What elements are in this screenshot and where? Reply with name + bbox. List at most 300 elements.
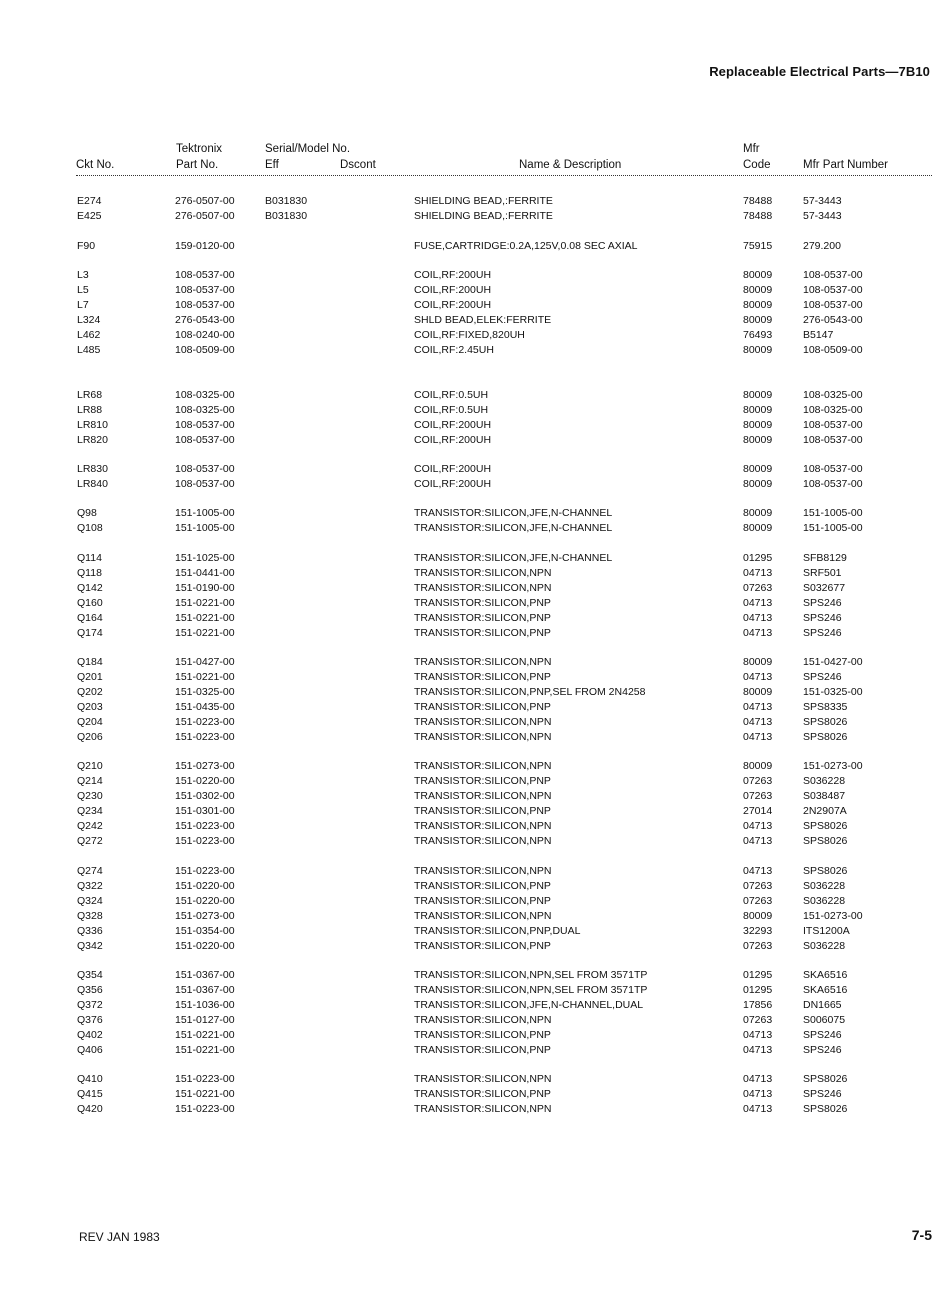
- circuit-number: Q242: [77, 820, 103, 832]
- manufacturer-part-number: 279.200: [803, 240, 841, 252]
- header-eff: Eff: [265, 159, 279, 171]
- revision-date: REV JAN 1983: [79, 1230, 160, 1244]
- table-row: [0, 209, 950, 223]
- manufacturer-part-number: SKA6516: [803, 969, 848, 981]
- part-description: TRANSISTOR:SILICON,NPN: [414, 567, 552, 579]
- part-description: TRANSISTOR:SILICON,NPN: [414, 716, 552, 728]
- tektronix-part-number: 151-0221-00: [175, 1029, 235, 1041]
- manufacturer-part-number: SPS8335: [803, 701, 848, 713]
- manufacturer-code: 04713: [743, 1103, 773, 1115]
- header-serial-model: Serial/Model No.: [265, 143, 351, 155]
- tektronix-part-number: 108-0537-00: [175, 284, 235, 296]
- manufacturer-part-number: SPS8026: [803, 731, 848, 743]
- manufacturer-code: 78488: [743, 195, 773, 207]
- tektronix-part-number: 151-0220-00: [175, 895, 235, 907]
- manufacturer-part-number: 151-0273-00: [803, 760, 863, 772]
- manufacturer-code: 80009: [743, 686, 773, 698]
- manufacturer-code: 07263: [743, 790, 773, 802]
- manufacturer-part-number: SKA6516: [803, 984, 848, 996]
- table-row: [0, 1087, 950, 1101]
- manufacturer-code: 17856: [743, 999, 773, 1011]
- manufacturer-part-number: 2N2907A: [803, 805, 847, 817]
- manufacturer-part-number: 108-0537-00: [803, 419, 863, 431]
- table-row: [0, 685, 950, 699]
- circuit-number: Q230: [77, 790, 103, 802]
- table-row: [0, 477, 950, 491]
- manufacturer-part-number: SPS246: [803, 1029, 842, 1041]
- column-headers: [0, 140, 950, 176]
- tektronix-part-number: 151-0367-00: [175, 969, 235, 981]
- manufacturer-part-number: SPS246: [803, 671, 842, 683]
- table-row: [0, 1043, 950, 1057]
- manufacturer-code: 04713: [743, 1073, 773, 1085]
- tektronix-part-number: 151-0441-00: [175, 567, 235, 579]
- manufacturer-code: 07263: [743, 940, 773, 952]
- circuit-number: E425: [77, 210, 102, 222]
- table-row: [0, 789, 950, 803]
- manufacturer-part-number: 151-1005-00: [803, 522, 863, 534]
- tektronix-part-number: 151-0220-00: [175, 775, 235, 787]
- manufacturer-code: 04713: [743, 820, 773, 832]
- manufacturer-part-number: SPS246: [803, 597, 842, 609]
- table-row: [0, 298, 950, 312]
- manufacturer-code: 80009: [743, 389, 773, 401]
- part-description: TRANSISTOR:SILICON,PNP,DUAL: [414, 925, 581, 937]
- circuit-number: LR68: [77, 389, 103, 401]
- part-description: TRANSISTOR:SILICON,JFE,N-CHANNEL: [414, 552, 613, 564]
- circuit-number: Q184: [77, 656, 103, 668]
- part-description: TRANSISTOR:SILICON,PNP: [414, 1088, 551, 1100]
- manufacturer-code: 07263: [743, 775, 773, 787]
- manufacturer-part-number: S036228: [803, 880, 846, 892]
- tektronix-part-number: 151-0221-00: [175, 1088, 235, 1100]
- manufacturer-code: 01295: [743, 984, 773, 996]
- circuit-number: Q234: [77, 805, 103, 817]
- table-row: [0, 239, 950, 253]
- table-row: [0, 998, 950, 1012]
- table-row: [0, 418, 950, 432]
- part-description: TRANSISTOR:SILICON,PNP: [414, 1029, 551, 1041]
- part-description: COIL,RF:200UH: [414, 284, 492, 296]
- manufacturer-part-number: S038487: [803, 790, 846, 802]
- tektronix-part-number: 108-0537-00: [175, 434, 235, 446]
- circuit-number: L7: [77, 299, 89, 311]
- part-description: COIL,RF:200UH: [414, 463, 492, 475]
- part-description: TRANSISTOR:SILICON,JFE,N-CHANNEL,DUAL: [414, 999, 644, 1011]
- table-row: [0, 819, 950, 833]
- table-row: [0, 1028, 950, 1042]
- manufacturer-code: 80009: [743, 910, 773, 922]
- circuit-number: Q356: [77, 984, 103, 996]
- header-dscont: Dscont: [340, 159, 376, 171]
- circuit-number: Q206: [77, 731, 103, 743]
- manufacturer-part-number: 108-0509-00: [803, 344, 863, 356]
- serial-effective: B031830: [265, 210, 308, 222]
- circuit-number: L324: [77, 314, 101, 326]
- part-description: TRANSISTOR:SILICON,NPN: [414, 820, 552, 832]
- circuit-number: Q203: [77, 701, 103, 713]
- circuit-number: Q142: [77, 582, 103, 594]
- serial-effective: B031830: [265, 195, 308, 207]
- manufacturer-code: 80009: [743, 269, 773, 281]
- circuit-number: F90: [77, 240, 96, 252]
- tektronix-part-number: 151-0223-00: [175, 820, 235, 832]
- manufacturer-code: 80009: [743, 299, 773, 311]
- part-description: COIL,RF:200UH: [414, 299, 492, 311]
- tektronix-part-number: 151-0127-00: [175, 1014, 235, 1026]
- tektronix-part-number: 151-0223-00: [175, 716, 235, 728]
- circuit-number: Q174: [77, 627, 103, 639]
- manufacturer-code: 80009: [743, 314, 773, 326]
- manufacturer-code: 04713: [743, 1088, 773, 1100]
- header-tektronix: Tektronix: [176, 143, 223, 155]
- part-description: TRANSISTOR:SILICON,PNP: [414, 627, 551, 639]
- manufacturer-code: 80009: [743, 656, 773, 668]
- table-row: [0, 506, 950, 520]
- table-row: [0, 611, 950, 625]
- tektronix-part-number: 151-0223-00: [175, 731, 235, 743]
- tektronix-part-number: 151-0220-00: [175, 880, 235, 892]
- part-description: TRANSISTOR:SILICON,JFE,N-CHANNEL: [414, 522, 613, 534]
- circuit-number: Q342: [77, 940, 103, 952]
- manufacturer-code: 80009: [743, 284, 773, 296]
- manufacturer-code: 04713: [743, 612, 773, 624]
- header-divider: [76, 175, 932, 176]
- manufacturer-part-number: 57-3443: [803, 210, 842, 222]
- manufacturer-part-number: SPS246: [803, 612, 842, 624]
- part-description: TRANSISTOR:SILICON,PNP: [414, 701, 551, 713]
- table-row: [0, 1013, 950, 1027]
- circuit-number: Q202: [77, 686, 103, 698]
- header-code: Code: [743, 159, 771, 171]
- part-description: TRANSISTOR:SILICON,PNP: [414, 880, 551, 892]
- table-row: [0, 670, 950, 684]
- table-row: [0, 462, 950, 476]
- part-description: TRANSISTOR:SILICON,NPN: [414, 790, 552, 802]
- manufacturer-code: 80009: [743, 522, 773, 534]
- circuit-number: LR830: [77, 463, 108, 475]
- manufacturer-part-number: 57-3443: [803, 195, 842, 207]
- table-row: [0, 924, 950, 938]
- tektronix-part-number: 151-1036-00: [175, 999, 235, 1011]
- tektronix-part-number: 151-0221-00: [175, 627, 235, 639]
- table-row: [0, 730, 950, 744]
- tektronix-part-number: 108-0537-00: [175, 299, 235, 311]
- part-description: TRANSISTOR:SILICON,JFE,N-CHANNEL: [414, 507, 613, 519]
- manufacturer-part-number: S032677: [803, 582, 846, 594]
- manufacturer-part-number: S036228: [803, 940, 846, 952]
- circuit-number: Q164: [77, 612, 103, 624]
- manufacturer-part-number: SPS8026: [803, 1073, 848, 1085]
- manufacturer-code: 07263: [743, 1014, 773, 1026]
- part-description: TRANSISTOR:SILICON,PNP: [414, 671, 551, 683]
- header-ckt-no: Ckt No.: [76, 159, 115, 171]
- manufacturer-code: 80009: [743, 507, 773, 519]
- part-description: TRANSISTOR:SILICON,NPN: [414, 656, 552, 668]
- tektronix-part-number: 151-0273-00: [175, 760, 235, 772]
- tektronix-part-number: 108-0325-00: [175, 389, 235, 401]
- part-description: TRANSISTOR:SILICON,PNP: [414, 612, 551, 624]
- tektronix-part-number: 159-0120-00: [175, 240, 235, 252]
- tektronix-part-number: 108-0537-00: [175, 463, 235, 475]
- manufacturer-code: 80009: [743, 344, 773, 356]
- part-description: COIL,RF:200UH: [414, 269, 492, 281]
- part-description: COIL,RF:FIXED,820UH: [414, 329, 525, 341]
- manufacturer-part-number: 151-1005-00: [803, 507, 863, 519]
- part-description: TRANSISTOR:SILICON,PNP: [414, 597, 551, 609]
- circuit-number: Q114: [77, 552, 102, 564]
- manufacturer-code: 01295: [743, 969, 773, 981]
- manufacturer-part-number: B5147: [803, 329, 834, 341]
- part-description: SHIELDING BEAD,:FERRITE: [414, 210, 553, 222]
- part-description: TRANSISTOR:SILICON,NPN,SEL FROM 3571TP: [414, 984, 648, 996]
- tektronix-part-number: 108-0240-00: [175, 329, 235, 341]
- table-row: [0, 1102, 950, 1116]
- part-description: TRANSISTOR:SILICON,NPN: [414, 731, 552, 743]
- manufacturer-code: 04713: [743, 627, 773, 639]
- table-row: [0, 551, 950, 565]
- circuit-number: Q376: [77, 1014, 103, 1026]
- part-description: TRANSISTOR:SILICON,PNP,SEL FROM 2N4258: [414, 686, 646, 698]
- tektronix-part-number: 151-0367-00: [175, 984, 235, 996]
- manufacturer-part-number: SPS8026: [803, 820, 848, 832]
- manufacturer-code: 27014: [743, 805, 773, 817]
- tektronix-part-number: 151-0273-00: [175, 910, 235, 922]
- manufacturer-code: 80009: [743, 478, 773, 490]
- manufacturer-code: 80009: [743, 404, 773, 416]
- part-description: SHIELDING BEAD,:FERRITE: [414, 195, 553, 207]
- part-description: FUSE,CARTRIDGE:0.2A,125V,0.08 SEC AXIAL: [414, 240, 638, 252]
- circuit-number: Q204: [77, 716, 103, 728]
- table-row: [0, 626, 950, 640]
- circuit-number: L485: [77, 344, 101, 356]
- table-row: [0, 864, 950, 878]
- tektronix-part-number: 276-0507-00: [175, 195, 235, 207]
- circuit-number: Q402: [77, 1029, 103, 1041]
- manufacturer-part-number: 151-0427-00: [803, 656, 863, 668]
- part-description: COIL,RF:200UH: [414, 478, 492, 490]
- table-row: [0, 566, 950, 580]
- table-row: [0, 894, 950, 908]
- manufacturer-code: 04713: [743, 701, 773, 713]
- manufacturer-part-number: SFB8129: [803, 552, 847, 564]
- part-description: TRANSISTOR:SILICON,NPN,SEL FROM 3571TP: [414, 969, 648, 981]
- tektronix-part-number: 151-1005-00: [175, 522, 235, 534]
- part-description: COIL,RF:2.45UH: [414, 344, 494, 356]
- tektronix-part-number: 276-0543-00: [175, 314, 235, 326]
- part-description: TRANSISTOR:SILICON,NPN: [414, 910, 552, 922]
- manufacturer-part-number: 108-0325-00: [803, 404, 863, 416]
- tektronix-part-number: 151-0223-00: [175, 1073, 235, 1085]
- manufacturer-code: 04713: [743, 865, 773, 877]
- tektronix-part-number: 151-0354-00: [175, 925, 235, 937]
- part-description: TRANSISTOR:SILICON,PNP: [414, 940, 551, 952]
- tektronix-part-number: 151-0221-00: [175, 597, 235, 609]
- circuit-number: Q118: [77, 567, 102, 579]
- manufacturer-part-number: SPS8026: [803, 835, 848, 847]
- circuit-number: Q274: [77, 865, 103, 877]
- table-row: [0, 313, 950, 327]
- manufacturer-code: 78488: [743, 210, 773, 222]
- part-description: COIL,RF:0.5UH: [414, 404, 489, 416]
- manufacturer-code: 01295: [743, 552, 773, 564]
- manufacturer-part-number: S036228: [803, 775, 846, 787]
- circuit-number: E274: [77, 195, 102, 207]
- tektronix-part-number: 151-0190-00: [175, 582, 235, 594]
- table-row: [0, 283, 950, 297]
- manufacturer-code: 04713: [743, 716, 773, 728]
- manufacturer-part-number: SPS246: [803, 1044, 842, 1056]
- tektronix-part-number: 151-0427-00: [175, 656, 235, 668]
- tektronix-part-number: 151-0223-00: [175, 835, 235, 847]
- manufacturer-code: 04713: [743, 671, 773, 683]
- tektronix-part-number: 108-0509-00: [175, 344, 235, 356]
- manufacturer-part-number: ITS1200A: [803, 925, 850, 937]
- table-row: [0, 403, 950, 417]
- manufacturer-part-number: 151-0325-00: [803, 686, 863, 698]
- tektronix-part-number: 151-1025-00: [175, 552, 235, 564]
- manufacturer-part-number: 108-0325-00: [803, 389, 863, 401]
- circuit-number: Q324: [77, 895, 103, 907]
- table-row: [0, 521, 950, 535]
- manufacturer-part-number: S036228: [803, 895, 846, 907]
- tektronix-part-number: 151-0302-00: [175, 790, 235, 802]
- manufacturer-code: 04713: [743, 567, 773, 579]
- circuit-number: Q328: [77, 910, 103, 922]
- page-title: Replaceable Electrical Parts—7B10: [709, 64, 930, 79]
- manufacturer-part-number: 108-0537-00: [803, 299, 863, 311]
- table-row: [0, 834, 950, 848]
- tektronix-part-number: 151-0221-00: [175, 1044, 235, 1056]
- table-row: [0, 1072, 950, 1086]
- circuit-number: LR88: [77, 404, 103, 416]
- table-row: [0, 581, 950, 595]
- manufacturer-part-number: SPS8026: [803, 865, 848, 877]
- table-row: [0, 968, 950, 982]
- manufacturer-part-number: 108-0537-00: [803, 478, 863, 490]
- tektronix-part-number: 151-0223-00: [175, 865, 235, 877]
- part-description: COIL,RF:200UH: [414, 434, 492, 446]
- circuit-number: L3: [77, 269, 89, 281]
- tektronix-part-number: 151-1005-00: [175, 507, 235, 519]
- table-row: [0, 700, 950, 714]
- manufacturer-part-number: SPS8026: [803, 1103, 848, 1115]
- manufacturer-code: 80009: [743, 419, 773, 431]
- part-description: TRANSISTOR:SILICON,NPN: [414, 582, 552, 594]
- table-row: [0, 804, 950, 818]
- manufacturer-part-number: S006075: [803, 1014, 846, 1026]
- part-description: TRANSISTOR:SILICON,NPN: [414, 1014, 552, 1026]
- table-row: [0, 774, 950, 788]
- circuit-number: Q201: [77, 671, 103, 683]
- table-row: [0, 328, 950, 342]
- header-part-no: Part No.: [176, 159, 219, 171]
- header-mfr: Mfr: [743, 143, 760, 155]
- part-description: TRANSISTOR:SILICON,PNP: [414, 895, 551, 907]
- part-description: TRANSISTOR:SILICON,PNP: [414, 775, 551, 787]
- tektronix-part-number: 151-0301-00: [175, 805, 235, 817]
- circuit-number: Q354: [77, 969, 103, 981]
- tektronix-part-number: 276-0507-00: [175, 210, 235, 222]
- tektronix-part-number: 151-0223-00: [175, 1103, 235, 1115]
- manufacturer-code: 07263: [743, 895, 773, 907]
- circuit-number: Q272: [77, 835, 103, 847]
- part-description: SHLD BEAD,ELEK:FERRITE: [414, 314, 552, 326]
- part-description: TRANSISTOR:SILICON,NPN: [414, 835, 552, 847]
- manufacturer-part-number: SPS246: [803, 627, 842, 639]
- manufacturer-code: 07263: [743, 582, 773, 594]
- manufacturer-part-number: 151-0273-00: [803, 910, 863, 922]
- manufacturer-code: 04713: [743, 1044, 773, 1056]
- circuit-number: LR810: [77, 419, 108, 431]
- header-mfr-part-number: Mfr Part Number: [803, 159, 888, 171]
- manufacturer-code: 80009: [743, 463, 773, 475]
- manufacturer-code: 32293: [743, 925, 773, 937]
- manufacturer-code: 76493: [743, 329, 773, 341]
- part-description: TRANSISTOR:SILICON,NPN: [414, 1103, 552, 1115]
- part-description: TRANSISTOR:SILICON,PNP: [414, 805, 551, 817]
- manufacturer-code: 75915: [743, 240, 773, 252]
- table-row: [0, 343, 950, 357]
- circuit-number: Q406: [77, 1044, 103, 1056]
- tektronix-part-number: 108-0537-00: [175, 269, 235, 281]
- part-description: TRANSISTOR:SILICON,NPN: [414, 865, 552, 877]
- tektronix-part-number: 151-0221-00: [175, 671, 235, 683]
- circuit-number: L462: [77, 329, 101, 341]
- manufacturer-part-number: DN1665: [803, 999, 842, 1011]
- circuit-number: Q160: [77, 597, 103, 609]
- manufacturer-code: 04713: [743, 1029, 773, 1041]
- manufacturer-part-number: 108-0537-00: [803, 463, 863, 475]
- manufacturer-part-number: 108-0537-00: [803, 434, 863, 446]
- circuit-number: Q210: [77, 760, 103, 772]
- header-name-description: Name & Description: [519, 159, 622, 171]
- tektronix-part-number: 151-0325-00: [175, 686, 235, 698]
- table-row: [0, 268, 950, 282]
- table-row: [0, 388, 950, 402]
- manufacturer-part-number: SPS8026: [803, 716, 848, 728]
- manufacturer-code: 04713: [743, 597, 773, 609]
- circuit-number: Q415: [77, 1088, 103, 1100]
- circuit-number: Q98: [77, 507, 97, 519]
- part-description: TRANSISTOR:SILICON,NPN: [414, 760, 552, 772]
- page-number: 7-5: [911, 1227, 932, 1243]
- tektronix-part-number: 108-0325-00: [175, 404, 235, 416]
- circuit-number: LR820: [77, 434, 108, 446]
- table-row: [0, 759, 950, 773]
- circuit-number: Q322: [77, 880, 103, 892]
- table-row: [0, 655, 950, 669]
- manufacturer-part-number: SPS246: [803, 1088, 842, 1100]
- tektronix-part-number: 151-0220-00: [175, 940, 235, 952]
- tektronix-part-number: 108-0537-00: [175, 419, 235, 431]
- table-row: [0, 596, 950, 610]
- table-row: [0, 983, 950, 997]
- manufacturer-code: 80009: [743, 434, 773, 446]
- circuit-number: Q214: [77, 775, 103, 787]
- circuit-number: L5: [77, 284, 89, 296]
- table-row: [0, 909, 950, 923]
- manufacturer-code: 07263: [743, 880, 773, 892]
- tektronix-part-number: 151-0435-00: [175, 701, 235, 713]
- circuit-number: Q372: [77, 999, 103, 1011]
- circuit-number: LR840: [77, 478, 108, 490]
- manufacturer-code: 04713: [743, 731, 773, 743]
- table-row: [0, 879, 950, 893]
- manufacturer-code: 04713: [743, 835, 773, 847]
- manufacturer-part-number: 108-0537-00: [803, 284, 863, 296]
- manufacturer-part-number: 276-0543-00: [803, 314, 863, 326]
